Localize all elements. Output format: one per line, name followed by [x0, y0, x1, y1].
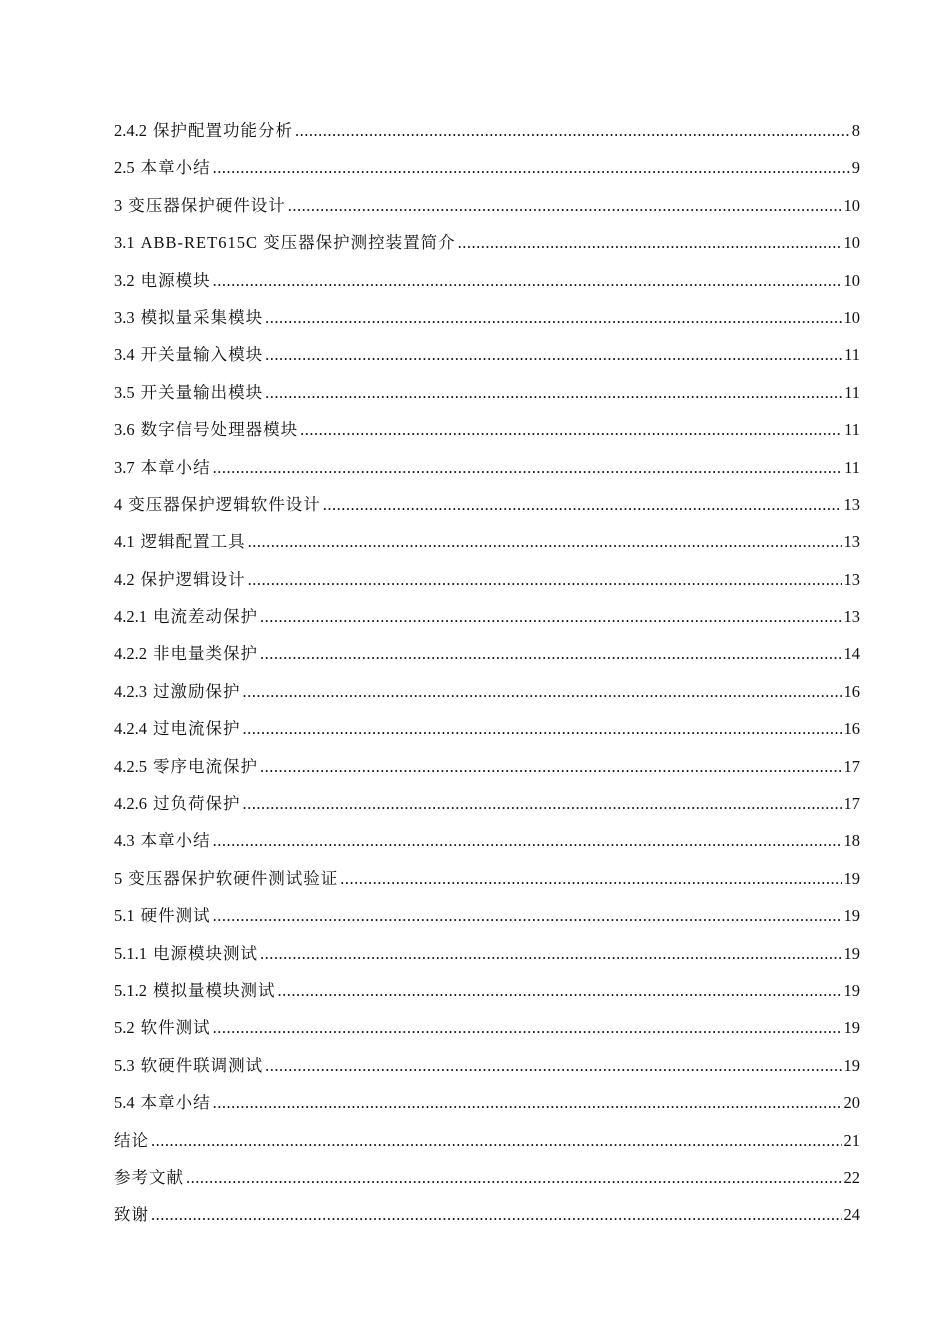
- toc-dot-leader: [243, 718, 842, 740]
- toc-entry-number: 4.2.6: [114, 794, 147, 814]
- toc-dot-leader: [213, 830, 842, 852]
- toc-entry-page-number: 19: [843, 980, 860, 1000]
- toc-entry-number: 3.2: [114, 270, 135, 290]
- toc-dot-leader: [265, 307, 841, 329]
- toc-entry-page-number: 8: [851, 121, 860, 140]
- toc-entry-number: 4.3: [114, 831, 135, 851]
- toc-entry-number: 2.4.2: [114, 121, 147, 140]
- toc-dot-leader: [260, 643, 842, 665]
- toc-entry-number: 4.2: [114, 569, 135, 589]
- toc-entry-title: 开关量输入模块: [140, 345, 264, 365]
- toc-entry-title: 数字信号处理器模块: [140, 420, 299, 440]
- toc-entry-page-number: 19: [843, 1018, 860, 1038]
- toc-dot-leader: [300, 419, 842, 441]
- toc-entry-number: 4.2.2: [114, 644, 147, 664]
- toc-entry-title: 非电量类保护: [153, 644, 258, 664]
- toc-entry-number: 3: [114, 195, 123, 215]
- toc-entry-number: 3.3: [114, 307, 135, 327]
- toc-entry-title: 过激励保护: [153, 681, 241, 701]
- toc-entry-page-number: 10: [843, 195, 860, 215]
- toc-dot-leader: [278, 980, 842, 1002]
- toc-dot-leader: [151, 1204, 842, 1226]
- toc-dot-leader: [295, 120, 850, 142]
- toc-entry[interactable]: [114, 120, 860, 157]
- toc-entry[interactable]: [114, 830, 860, 867]
- toc-entry-number: 5.4: [114, 1093, 135, 1113]
- toc-entry[interactable]: [114, 157, 860, 194]
- toc-entry-number: 4.2.3: [114, 681, 147, 701]
- toc-entry-number: 3.7: [114, 457, 135, 477]
- toc-entry-page-number: 21: [843, 1130, 860, 1150]
- toc-entry-title: 过电流保护: [153, 719, 241, 739]
- toc-dot-leader: [260, 606, 842, 628]
- toc-entry[interactable]: [114, 1167, 860, 1204]
- toc-entry[interactable]: [114, 344, 860, 381]
- toc-entry[interactable]: [114, 457, 860, 494]
- toc-dot-leader: [213, 157, 850, 179]
- toc-entry-title: 本章小结: [140, 158, 211, 178]
- toc-entry[interactable]: [114, 195, 860, 232]
- toc-entry[interactable]: [114, 756, 860, 793]
- toc-entry-title: 电源模块测试: [153, 943, 258, 963]
- toc-entry-page-number: 17: [843, 794, 860, 814]
- toc-entry-title: 本章小结: [140, 457, 211, 477]
- toc-entry-title: 保护配置功能分析: [153, 121, 293, 140]
- toc-entry-number: 3.5: [114, 382, 135, 402]
- toc-dot-leader: [213, 457, 842, 479]
- toc-entry-number: 5.1: [114, 906, 135, 926]
- toc-entry-page-number: 13: [843, 607, 860, 627]
- toc-entry-number: 2.5: [114, 158, 135, 178]
- toc-entry-number: 5.2: [114, 1018, 135, 1038]
- toc-entry-page-number: 16: [843, 719, 860, 739]
- toc-dot-leader: [340, 868, 841, 890]
- toc-entry-number: 3.6: [114, 420, 135, 440]
- toc-dot-leader: [323, 494, 842, 516]
- toc-entry[interactable]: [114, 1017, 860, 1054]
- toc-entry-number: 4.2.4: [114, 719, 147, 739]
- toc-entry[interactable]: [114, 270, 860, 307]
- toc-entry-page-number: 11: [844, 420, 860, 440]
- toc-entry-title: 零序电流保护: [153, 756, 258, 776]
- toc-entry[interactable]: [114, 980, 860, 1017]
- toc-entry-page-number: 13: [843, 569, 860, 589]
- toc-entry[interactable]: [114, 307, 860, 344]
- toc-entry-page-number: 13: [843, 494, 860, 514]
- toc-dot-leader: [265, 1055, 841, 1077]
- toc-entry-title: 硬件测试: [140, 906, 211, 926]
- toc-entry-page-number: 11: [844, 345, 860, 365]
- toc-entry-number: 3.4: [114, 345, 135, 365]
- toc-entry-title: 电源模块: [140, 270, 211, 290]
- toc-entry-page-number: 16: [843, 681, 860, 701]
- toc-entry[interactable]: [114, 1055, 860, 1092]
- toc-dot-leader: [288, 195, 842, 217]
- toc-entry-title: 参考文献: [114, 1167, 184, 1187]
- toc-entry[interactable]: [114, 1092, 860, 1129]
- toc-entry-number: 5: [114, 868, 123, 888]
- toc-entry-page-number: 9: [851, 158, 860, 178]
- toc-entry[interactable]: [114, 718, 860, 755]
- toc-entry-number: 4.2.5: [114, 756, 147, 776]
- toc-entry-page-number: 13: [843, 532, 860, 552]
- toc-entry-page-number: 22: [843, 1167, 860, 1187]
- toc-entry-title: 本章小结: [140, 831, 211, 851]
- toc-entry-title: 逻辑配置工具: [140, 532, 246, 552]
- toc-entry-title: 开关量输出模块: [140, 382, 264, 402]
- toc-dot-leader: [151, 1130, 842, 1152]
- toc-entry-title: 模拟量模块测试: [153, 980, 276, 1000]
- toc-entry[interactable]: [114, 943, 860, 980]
- table-of-contents: [114, 120, 860, 1242]
- toc-entry-title: 软件测试: [140, 1018, 211, 1038]
- toc-dot-leader: [213, 1092, 842, 1114]
- toc-dot-leader: [248, 569, 842, 591]
- toc-entry-page-number: 19: [843, 868, 860, 888]
- toc-entry-page-number: 18: [843, 831, 860, 851]
- toc-dot-leader: [260, 756, 842, 778]
- toc-entry-number: 5.3: [114, 1055, 135, 1075]
- toc-entry[interactable]: [114, 569, 860, 606]
- toc-entry-page-number: 10: [843, 270, 860, 290]
- toc-entry[interactable]: [114, 232, 860, 269]
- toc-entry-title: 模拟量采集模块: [140, 307, 264, 327]
- toc-entry-page-number: 19: [843, 1055, 860, 1075]
- toc-entry-title: 本章小结: [140, 1093, 211, 1113]
- toc-entry[interactable]: [114, 793, 860, 830]
- toc-dot-leader: [458, 232, 842, 254]
- toc-entry-number: 4: [114, 494, 123, 514]
- toc-entry-title: 变压器保护逻辑软件设计: [128, 494, 321, 514]
- toc-entry-title: 软硬件联调测试: [140, 1055, 264, 1075]
- toc-dot-leader: [265, 382, 842, 404]
- toc-entry-page-number: 24: [843, 1205, 860, 1225]
- toc-entry-title: 变压器保护软硬件测试验证: [128, 868, 339, 888]
- toc-entry[interactable]: [114, 494, 860, 531]
- toc-entry-page-number: 11: [844, 457, 860, 477]
- toc-entry-page-number: 10: [843, 307, 860, 327]
- toc-entry[interactable]: [114, 606, 860, 643]
- toc-entry-page-number: 10: [843, 233, 860, 253]
- toc-entry[interactable]: [114, 419, 860, 456]
- toc-entry-number: 4.1: [114, 532, 135, 552]
- toc-entry-title: 过负荷保护: [153, 794, 241, 814]
- toc-entry-title: 电流差动保护: [153, 607, 258, 627]
- toc-entry-number: 5.1.1: [114, 943, 147, 963]
- toc-entry-number: 5.1.2: [114, 980, 147, 1000]
- toc-entry[interactable]: [114, 1130, 860, 1167]
- toc-entry-number: 4.2.1: [114, 607, 147, 627]
- toc-entry[interactable]: [114, 531, 860, 568]
- toc-entry-number: 3.1: [114, 233, 135, 253]
- toc-dot-leader: [260, 943, 842, 965]
- toc-entry[interactable]: [114, 868, 860, 905]
- toc-entry[interactable]: [114, 643, 860, 680]
- toc-entry-title: 结论: [114, 1130, 149, 1150]
- toc-entry-page-number: 20: [843, 1093, 860, 1113]
- toc-dot-leader: [243, 681, 842, 703]
- toc-dot-leader: [213, 1017, 842, 1039]
- toc-entry-page-number: 11: [844, 382, 860, 402]
- toc-dot-leader: [248, 531, 842, 553]
- toc-dot-leader: [186, 1167, 842, 1189]
- toc-entry-page-number: 19: [843, 906, 860, 926]
- toc-entry-title: 保护逻辑设计: [140, 569, 246, 589]
- toc-entry-title: ABB-RET615C 变压器保护测控装置简介: [140, 233, 456, 253]
- toc-entry-page-number: 17: [843, 756, 860, 776]
- toc-entry[interactable]: [114, 382, 860, 419]
- toc-entry[interactable]: [114, 681, 860, 718]
- toc-entry[interactable]: [114, 905, 860, 942]
- toc-entry-title: 变压器保护硬件设计: [128, 195, 286, 215]
- toc-dot-leader: [243, 793, 842, 815]
- toc-dot-leader: [213, 905, 842, 927]
- toc-entry-page-number: 14: [843, 644, 860, 664]
- toc-dot-leader: [213, 270, 842, 292]
- toc-entry-page-number: 19: [843, 943, 860, 963]
- toc-dot-leader: [265, 344, 842, 366]
- toc-entry[interactable]: [114, 1204, 860, 1241]
- toc-entry-title: 致谢: [114, 1205, 149, 1225]
